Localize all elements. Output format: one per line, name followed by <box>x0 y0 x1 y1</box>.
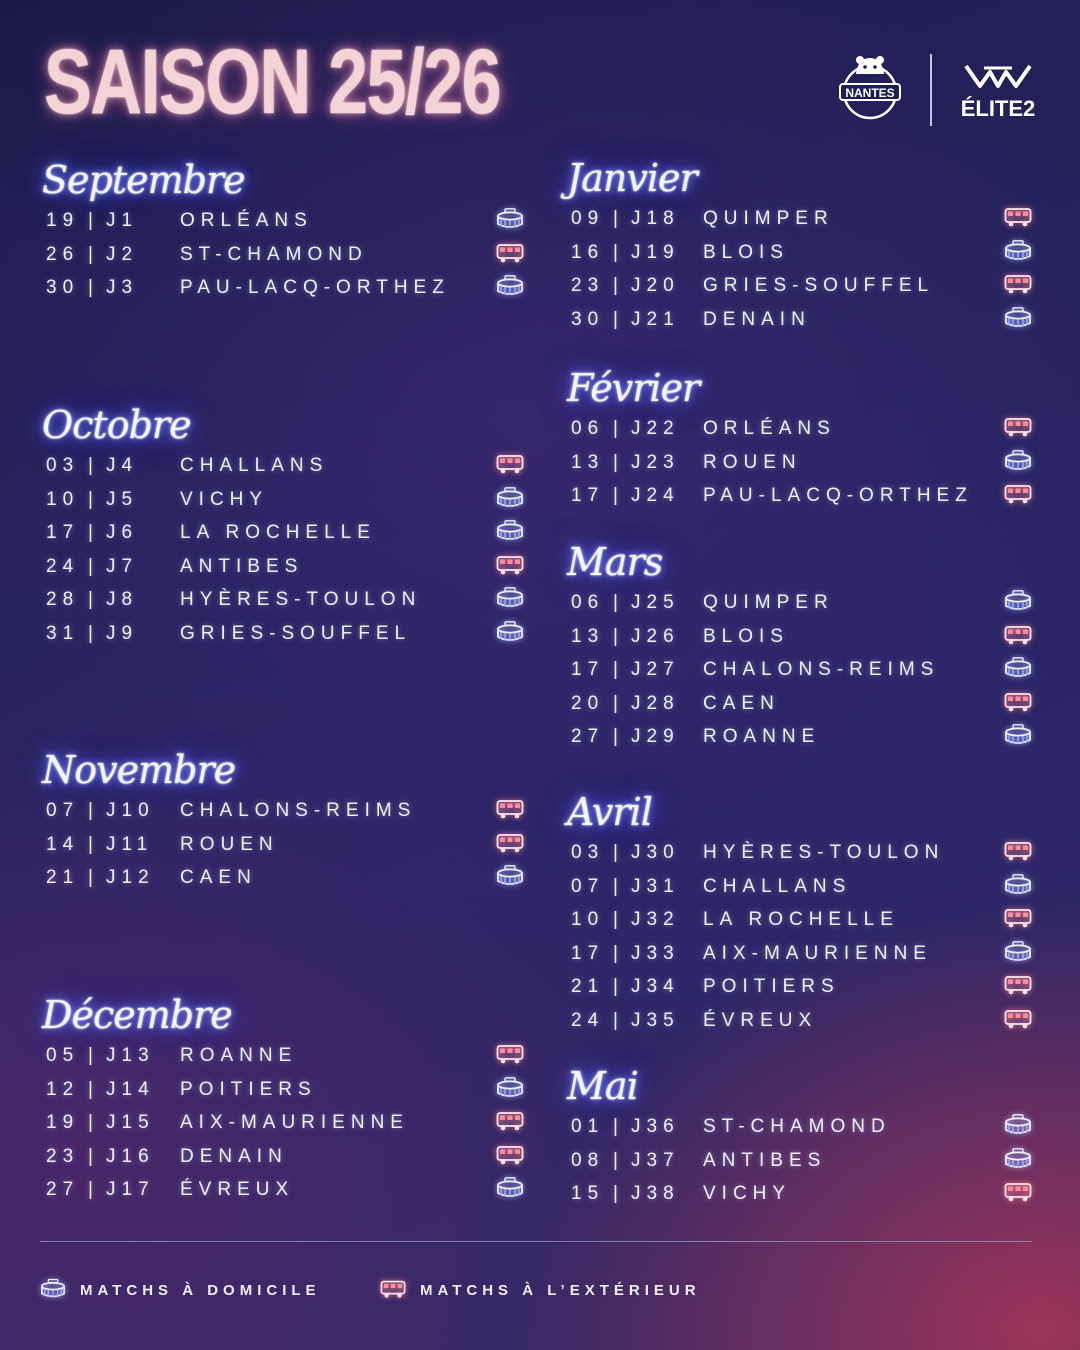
opponent-name: ROANNE <box>703 726 821 748</box>
separator: | <box>613 909 624 931</box>
match-day: 06 <box>571 592 605 613</box>
opponent-name: CAEN <box>180 867 257 889</box>
bus-icon <box>1004 483 1032 505</box>
opponent-name: QUIMPER <box>703 592 834 613</box>
opponent-name: ÉVREUX <box>180 1179 295 1201</box>
match-row <box>42 271 542 305</box>
separator: | <box>613 976 624 998</box>
month-section-septembre <box>42 160 542 305</box>
separator: | <box>613 208 624 229</box>
bus-icon <box>1004 907 1032 929</box>
match-row <box>567 620 1067 654</box>
separator: | <box>613 592 624 613</box>
bus-icon <box>1004 624 1032 646</box>
stadium-icon <box>1004 240 1032 262</box>
separator: | <box>613 1183 624 1205</box>
separator: | <box>88 1045 99 1066</box>
opponent-name: VICHY <box>180 488 269 510</box>
stadium-icon <box>1004 724 1032 746</box>
separator: | <box>88 210 99 231</box>
stadium-icon <box>496 865 524 887</box>
match-day: 06 <box>571 418 605 439</box>
match-row <box>567 937 1067 971</box>
match-row <box>567 412 1067 446</box>
match-round: J12 <box>106 867 155 889</box>
elite2-logo <box>958 58 1038 120</box>
match-row <box>567 903 1067 937</box>
opponent-name: LA ROCHELLE <box>180 522 376 544</box>
month-section-avril <box>567 792 1067 1038</box>
match-round: J24 <box>631 485 680 507</box>
match-row <box>567 1144 1067 1178</box>
match-round: J10 <box>106 800 155 821</box>
separator: | <box>613 692 624 714</box>
match-round: J8 <box>106 589 139 611</box>
match-day: 01 <box>571 1116 605 1137</box>
opponent-name: QUIMPER <box>703 208 834 229</box>
match-round: J6 <box>106 522 139 544</box>
match-row <box>567 1177 1067 1211</box>
match-day: 17 <box>46 522 80 544</box>
month-section-novembre <box>42 750 542 895</box>
match-day: 27 <box>571 726 605 748</box>
bus-icon <box>1004 840 1032 862</box>
elite2-label: ÉLITE2 <box>960 96 1036 121</box>
separator: | <box>88 277 99 299</box>
match-row <box>42 1173 542 1207</box>
separator: | <box>88 488 99 510</box>
opponent-name: ÉVREUX <box>703 1009 818 1031</box>
opponent-name: HYÈRES-TOULON <box>180 589 422 611</box>
stadium-icon <box>1004 450 1032 472</box>
match-row <box>567 269 1067 303</box>
stadium-icon <box>1004 874 1032 896</box>
match-day: 23 <box>46 1145 80 1167</box>
match-day: 15 <box>571 1183 605 1205</box>
stadium-icon <box>1004 590 1032 612</box>
bus-icon <box>1004 974 1032 996</box>
separator: | <box>613 659 624 681</box>
match-round: J2 <box>106 243 139 265</box>
match-round: J7 <box>106 555 139 577</box>
match-round: J22 <box>631 418 680 439</box>
match-round: J4 <box>106 455 139 476</box>
match-row <box>42 550 542 584</box>
opponent-name: ST-CHAMOND <box>703 1116 891 1137</box>
match-row <box>567 1110 1067 1144</box>
stadium-icon <box>496 275 524 297</box>
match-day: 17 <box>571 485 605 507</box>
match-day: 30 <box>571 308 605 330</box>
match-day: 13 <box>571 625 605 647</box>
match-round: J38 <box>631 1183 680 1205</box>
bus-icon <box>380 1278 406 1300</box>
month-title: Septembre <box>42 158 245 202</box>
match-day: 20 <box>571 692 605 714</box>
match-day: 28 <box>46 589 80 611</box>
legend-away-label: MATCHS À L’EXTÉRIEUR <box>420 1282 701 1299</box>
bus-icon <box>1004 416 1032 438</box>
separator: | <box>88 800 99 821</box>
match-row <box>42 794 542 828</box>
separator: | <box>88 243 99 265</box>
match-round: J17 <box>106 1179 155 1201</box>
match-round: J31 <box>631 875 680 897</box>
opponent-name: POITIERS <box>703 976 840 998</box>
separator: | <box>613 875 624 897</box>
match-row <box>42 1073 542 1107</box>
match-round: J9 <box>106 622 139 644</box>
match-row <box>42 1039 542 1073</box>
opponent-name: ANTIBES <box>180 555 304 577</box>
separator: | <box>613 241 624 263</box>
month-title: Novembre <box>42 748 236 792</box>
match-row <box>567 970 1067 1004</box>
separator: | <box>88 589 99 611</box>
match-round: J33 <box>631 942 680 964</box>
match-round: J32 <box>631 909 680 931</box>
bus-icon <box>1004 273 1032 295</box>
bus-icon <box>496 242 524 264</box>
opponent-name: GRIES-SOUFFEL <box>703 275 935 297</box>
opponent-name: PAU-LACQ-ORTHEZ <box>180 277 450 299</box>
month-section-janvier <box>567 158 1067 336</box>
separator: | <box>88 833 99 855</box>
opponent-name: CHALONS-REIMS <box>703 659 940 681</box>
stadium-icon <box>496 587 524 609</box>
separator: | <box>613 485 624 507</box>
bus-icon <box>496 798 524 820</box>
separator: | <box>613 1009 624 1031</box>
match-day: 30 <box>46 277 80 299</box>
match-day: 19 <box>46 210 80 231</box>
separator: | <box>613 418 624 439</box>
opponent-name: HYÈRES-TOULON <box>703 842 945 863</box>
month-section-decembre <box>42 995 542 1207</box>
match-row <box>567 836 1067 870</box>
opponent-name: PAU-LACQ-ORTHEZ <box>703 485 973 507</box>
separator: | <box>88 622 99 644</box>
stadium-icon <box>1004 1148 1032 1170</box>
match-day: 10 <box>571 909 605 931</box>
stadium-icon <box>1004 307 1032 329</box>
separator: | <box>88 555 99 577</box>
match-round: J20 <box>631 275 680 297</box>
match-day: 26 <box>46 243 80 265</box>
match-row <box>42 204 542 238</box>
match-round: J34 <box>631 976 680 998</box>
match-day: 17 <box>571 942 605 964</box>
match-round: J18 <box>631 208 680 229</box>
match-round: J37 <box>631 1149 680 1171</box>
separator: | <box>88 522 99 544</box>
opponent-name: CHALONS-REIMS <box>180 800 417 821</box>
match-day: 10 <box>46 488 80 510</box>
match-day: 24 <box>46 555 80 577</box>
stadium-icon <box>496 1177 524 1199</box>
stadium-icon <box>496 487 524 509</box>
match-row <box>42 483 542 517</box>
opponent-name: ROUEN <box>180 833 279 855</box>
match-row <box>567 479 1067 513</box>
match-row <box>567 1004 1067 1038</box>
separator: | <box>613 942 624 964</box>
bus-icon <box>496 1110 524 1132</box>
match-row <box>42 617 542 651</box>
match-round: J29 <box>631 726 680 748</box>
opponent-name: VICHY <box>703 1183 792 1205</box>
separator: | <box>88 1112 99 1134</box>
match-round: J5 <box>106 488 139 510</box>
match-day: 27 <box>46 1179 80 1201</box>
club-logo-text: NANTES <box>845 86 895 100</box>
separator: | <box>613 275 624 297</box>
opponent-name: DENAIN <box>180 1145 288 1167</box>
match-row <box>567 236 1067 270</box>
match-round: J26 <box>631 625 680 647</box>
stadium-icon <box>1004 1114 1032 1136</box>
month-title: Octobre <box>42 403 191 447</box>
elite2-emblem-icon <box>958 58 1038 94</box>
match-row <box>42 516 542 550</box>
opponent-name: ROANNE <box>180 1045 298 1066</box>
bus-icon <box>496 554 524 576</box>
match-round: J13 <box>106 1045 155 1066</box>
bus-icon <box>1004 691 1032 713</box>
match-round: J25 <box>631 592 680 613</box>
match-row <box>42 1106 542 1140</box>
separator: | <box>88 1179 99 1201</box>
match-day: 05 <box>46 1045 80 1066</box>
match-day: 09 <box>571 208 605 229</box>
match-day: 03 <box>571 842 605 863</box>
opponent-name: AIX-MAURIENNE <box>180 1112 409 1134</box>
opponent-name: ROUEN <box>703 451 802 473</box>
separator: | <box>88 455 99 476</box>
bus-icon <box>496 453 524 475</box>
match-round: J35 <box>631 1009 680 1031</box>
match-round: J15 <box>106 1112 155 1134</box>
match-row <box>567 653 1067 687</box>
stadium-icon <box>1004 657 1032 679</box>
month-title: Janvier <box>567 156 697 200</box>
separator: | <box>88 1145 99 1167</box>
separator: | <box>613 308 624 330</box>
logos <box>838 50 1043 130</box>
bus-icon <box>1004 1181 1032 1203</box>
separator: | <box>613 726 624 748</box>
match-day: 03 <box>46 455 80 476</box>
match-day: 21 <box>46 867 80 889</box>
match-row <box>42 238 542 272</box>
match-row <box>42 828 542 862</box>
bus-icon <box>496 1144 524 1166</box>
match-day: 07 <box>46 800 80 821</box>
match-day: 19 <box>46 1112 80 1134</box>
match-row <box>42 449 542 483</box>
match-row <box>567 586 1067 620</box>
bus-icon <box>496 1043 524 1065</box>
stadium-icon <box>496 621 524 643</box>
separator: | <box>613 451 624 473</box>
match-row <box>42 1140 542 1174</box>
opponent-name: ORLÉANS <box>180 210 313 231</box>
separator: | <box>613 1149 624 1171</box>
month-title: Décembre <box>42 993 232 1037</box>
month-title: Mars <box>567 540 663 584</box>
match-row <box>567 303 1067 337</box>
match-round: J36 <box>631 1116 680 1137</box>
stadium-icon <box>496 208 524 230</box>
month-title: Mai <box>567 1064 638 1108</box>
opponent-name: DENAIN <box>703 308 811 330</box>
opponent-name: CHALLANS <box>180 455 329 476</box>
bus-icon <box>496 832 524 854</box>
opponent-name: LA ROCHELLE <box>703 909 899 931</box>
match-row <box>567 687 1067 721</box>
stadium-icon <box>496 1077 524 1099</box>
legend-home-label: MATCHS À DOMICILE <box>80 1282 321 1299</box>
match-round: J27 <box>631 659 680 681</box>
stadium-icon <box>40 1278 66 1300</box>
stadium-icon <box>496 520 524 542</box>
stadium-icon <box>1004 941 1032 963</box>
match-day: 17 <box>571 659 605 681</box>
match-row <box>567 446 1067 480</box>
match-row <box>42 861 542 895</box>
month-title: Février <box>567 366 700 410</box>
divider-line <box>40 1241 1032 1242</box>
match-round: J11 <box>106 833 154 855</box>
opponent-name: ST-CHAMOND <box>180 243 368 265</box>
match-row <box>567 720 1067 754</box>
separator: | <box>613 1116 624 1137</box>
match-day: 23 <box>571 275 605 297</box>
match-round: J23 <box>631 451 680 473</box>
match-round: J30 <box>631 842 680 863</box>
opponent-name: BLOIS <box>703 625 789 647</box>
opponent-name: AIX-MAURIENNE <box>703 942 932 964</box>
match-day: 07 <box>571 875 605 897</box>
page-title: SAISON 25/26 <box>44 31 500 133</box>
opponent-name: ORLÉANS <box>703 418 836 439</box>
match-day: 31 <box>46 622 80 644</box>
month-section-octobre <box>42 405 542 651</box>
match-day: 24 <box>571 1009 605 1031</box>
match-round: J16 <box>106 1145 155 1167</box>
match-row <box>42 583 542 617</box>
logo-divider <box>930 54 932 126</box>
match-round: J3 <box>106 277 139 299</box>
month-title: Avril <box>567 790 652 834</box>
match-day: 13 <box>571 451 605 473</box>
bus-icon <box>1004 1008 1032 1030</box>
separator: | <box>88 867 99 889</box>
separator: | <box>88 1078 99 1100</box>
match-day: 14 <box>46 833 80 855</box>
match-round: J14 <box>106 1078 155 1100</box>
match-round: J21 <box>631 308 680 330</box>
match-round: J28 <box>631 692 680 714</box>
match-round: J1 <box>106 210 139 231</box>
match-round: J19 <box>631 241 680 263</box>
opponent-name: POITIERS <box>180 1078 317 1100</box>
month-section-mai <box>567 1066 1067 1211</box>
match-row <box>567 202 1067 236</box>
opponent-name: ANTIBES <box>703 1149 827 1171</box>
match-day: 21 <box>571 976 605 998</box>
match-day: 08 <box>571 1149 605 1171</box>
separator: | <box>613 625 624 647</box>
opponent-name: GRIES-SOUFFEL <box>180 622 412 644</box>
opponent-name: CHALLANS <box>703 875 852 897</box>
bus-icon <box>1004 206 1032 228</box>
month-section-mars <box>567 542 1067 754</box>
match-day: 16 <box>571 241 605 263</box>
opponent-name: BLOIS <box>703 241 789 263</box>
opponent-name: CAEN <box>703 692 780 714</box>
separator: | <box>613 842 624 863</box>
month-section-fevrier <box>567 368 1067 513</box>
match-day: 12 <box>46 1078 80 1100</box>
match-row <box>567 870 1067 904</box>
